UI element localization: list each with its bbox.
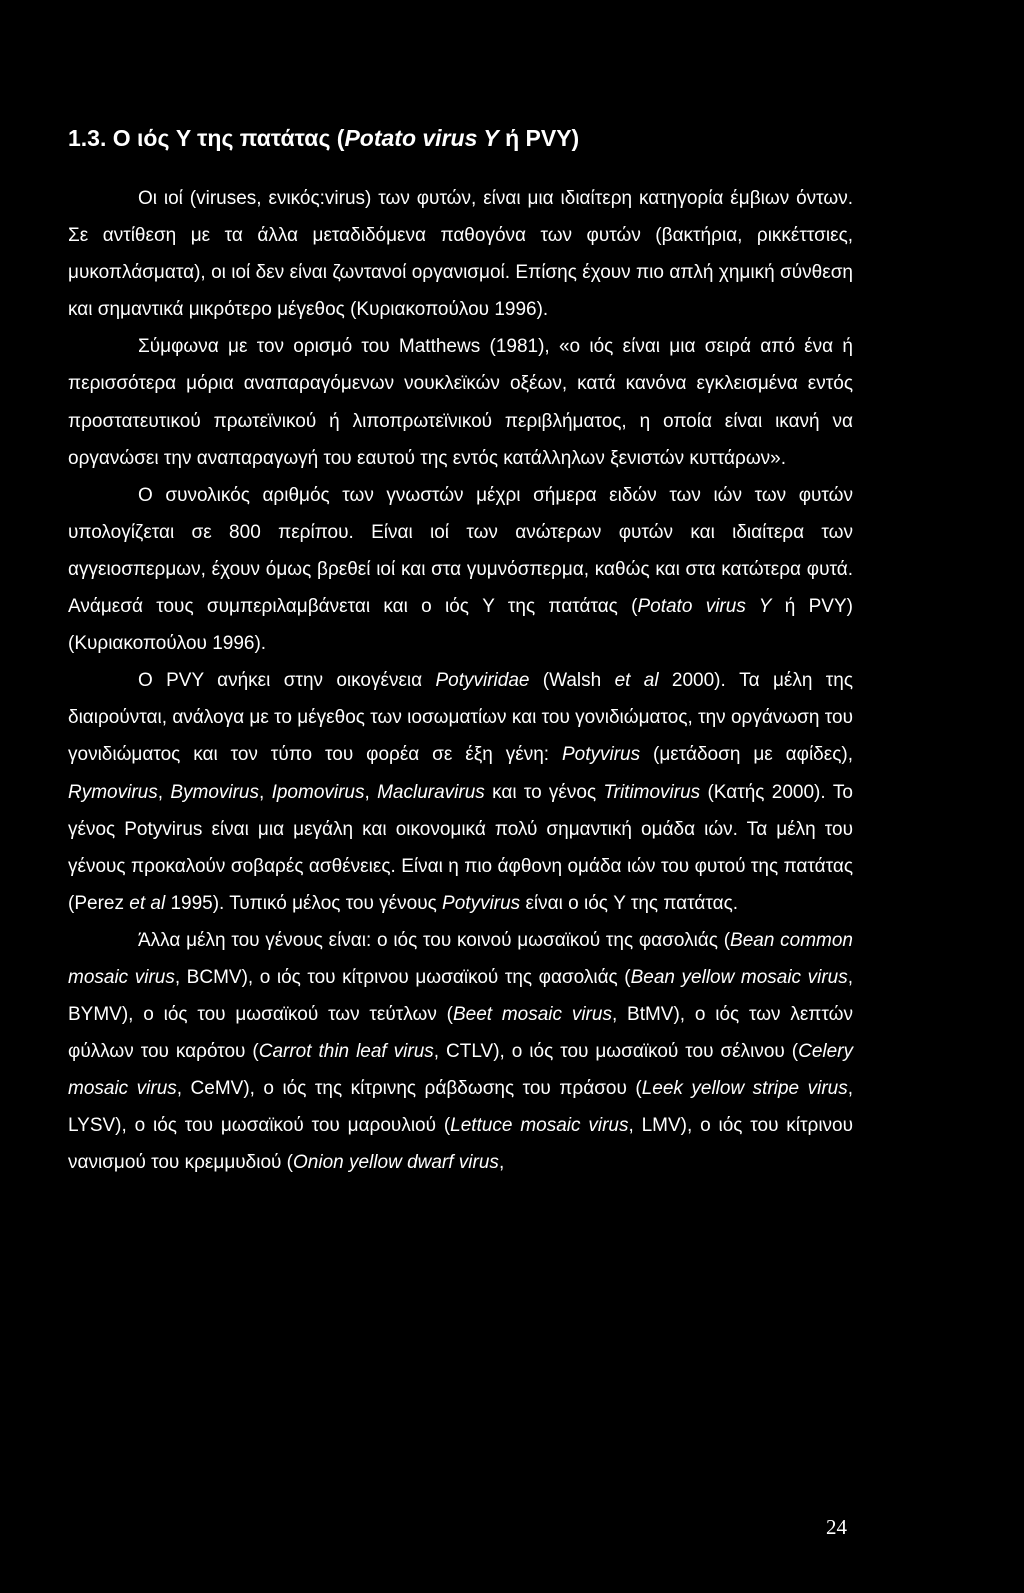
paragraph-intro bbox=[68, 180, 853, 328]
text-run: , CeMV), ο ιός της κίτρινης ράβδωσης του πράσου ( bbox=[176, 1078, 642, 1100]
page-number: 24 bbox=[826, 1515, 847, 1539]
heading-italic-text: Potato virus Y bbox=[344, 125, 499, 151]
text-run: , BCMV), ο ιός του κίτρινου μωσαϊκού της φασολιάς ( bbox=[174, 966, 631, 988]
paragraph-count bbox=[68, 477, 853, 662]
text-run: , BtMV), ο ιός των λεπτών φύλλων του καρότου ( bbox=[68, 1004, 853, 1063]
text-run: Ο συνολικός αριθμός των γνωστών μέχρι σήμερα ειδών των ιών των φυτών υπολογίζεται σε 800 περίπου. Είναι ιοί των ανώτερων φυτών και ιδιαίτερα των αγγειοσπερμων, έχουν όμως βρεθεί ιοί και στα γυμνόσπερμα, καθώς και στα κατώτερα φυτά. Ανάμεσά τους συμπεριλαμβάνεται και ο ιός Y της πατάτας ( bbox=[68, 484, 853, 618]
text-run: Ο PVY ανήκει στην οικογένεια bbox=[138, 670, 436, 692]
text-run: (μετάδοση με αφίδες), bbox=[640, 744, 853, 766]
italic-run: Bean yellow mosaic virus bbox=[630, 966, 848, 988]
paragraph-family bbox=[68, 662, 853, 922]
italic-run: et al bbox=[129, 892, 166, 914]
heading-text-end: ή PVY) bbox=[498, 125, 580, 151]
document-page bbox=[68, 118, 853, 1182]
italic-run: Onion yellow dwarf virus bbox=[293, 1152, 499, 1174]
italic-run: Macluravirus bbox=[377, 781, 485, 803]
text-run: , bbox=[364, 781, 378, 803]
italic-run: Potato virus Y bbox=[637, 596, 772, 618]
text-run: (Κατής 2000). Το γένος Potyvirus είναι μια μεγάλη και οικονομικά πολύ σημαντική ομάδα ιών. Τα μέλη του γένους προκαλούν σοβαρές ασθένειες. Είναι η πιο άφθονη ομάδα ιών του φυτού της πατάτας (Perez bbox=[68, 781, 854, 914]
text-run: 2000). Τα μέλη της διαιρούνται, ανάλογα με το μέγεθος των ιοσωματίων και του γονιδιώματος, την οργάνωση του γονιδιώματος και τον τύπο του φορέα σε έξη γένη: bbox=[68, 670, 853, 766]
text-run: Σύμφωνα με τον ορισμό του Matthews (1981), «ο ιός είναι μια σειρά από ένα ή περισσότερα μόρια αναπαραγόμενων νουκλεϊκών οξέων, κατά κανόνα εγκλεισμένα εντός προστατευτικού πρωτεϊνικού ή λιποπρωτεϊνικού περιβλήματος, η οποία είναι ικανή να οργανώσει την αναπαραγωγή του εαυτού της εντός κατάλληλων ξενιστών κυττάρων». bbox=[68, 336, 853, 469]
text-run: 1995). Τυπικό μέλος του γένους bbox=[165, 892, 443, 914]
italic-run: Potyvirus bbox=[561, 744, 641, 766]
text-run: , LMV), ο ιός του κίτρινου νανισμού του κρεμμυδιού ( bbox=[68, 1115, 854, 1174]
italic-run: Carrot thin leaf virus bbox=[258, 1041, 434, 1063]
italic-run: Bymovirus bbox=[170, 781, 259, 803]
heading-text: 1.3. Ο ιός Y της πατάτας ( bbox=[68, 125, 345, 151]
text-run: , bbox=[157, 781, 171, 803]
italic-run: Bean common mosaic virus bbox=[68, 929, 853, 988]
text-run: και το γένος bbox=[484, 781, 604, 803]
text-run: Οι ιοί (viruses, ενικός:virus) των φυτών, είναι μια ιδιαίτερη κατηγορία έμβιων όντων. Σε αντίθεση με τα άλλα μεταδιδόμενα παθογόνα των φυτών (βακτήρια, ρικκέττσιες, μυκοπλάσματα), οι ιοί δεν είναι ζωντανοί οργανισμοί. Επίσης έχουν πιο απλή χημική σύνθεση και σημαντικά μικρότερο μέγεθος (Κυριακοπούλου 1996). bbox=[68, 188, 853, 321]
italic-run: Lettuce mosaic virus bbox=[450, 1115, 629, 1137]
text-run: Άλλα μέλη του γένους είναι: ο ιός του κοινού μωσαϊκού της φασολιάς ( bbox=[138, 929, 731, 951]
italic-run: Tritimovirus bbox=[603, 781, 701, 803]
text-run: , LYSV), ο ιός του μωσαϊκού του μαρουλιού ( bbox=[68, 1078, 854, 1137]
italic-run: Potyvirus bbox=[442, 892, 521, 914]
section-heading bbox=[68, 118, 853, 158]
text-run: , CTLV), ο ιός του μωσαϊκού του σέλινου ( bbox=[433, 1041, 799, 1063]
text-run: , bbox=[498, 1152, 505, 1174]
italic-run: Rymovirus bbox=[68, 781, 158, 803]
italic-run: Beet mosaic virus bbox=[452, 1004, 612, 1026]
italic-run: et al bbox=[614, 670, 659, 692]
text-run: , BYMV), ο ιός του μωσαϊκού των τεύτλων ( bbox=[68, 966, 854, 1026]
text-run: , bbox=[259, 781, 272, 803]
italic-run: Potyviridae bbox=[435, 670, 530, 692]
italic-run: Celery mosaic virus bbox=[68, 1041, 853, 1100]
paragraph-members bbox=[68, 922, 853, 1182]
paragraph-definition bbox=[68, 328, 853, 476]
italic-run: Leek yellow stripe virus bbox=[641, 1078, 848, 1100]
text-run: είναι ο ιός Y της πατάτας. bbox=[520, 892, 739, 914]
text-run: ή PVY) (Κυριακοπούλου 1996). bbox=[68, 596, 853, 655]
italic-run: Ipomovirus bbox=[271, 781, 365, 803]
text-run: (Walsh bbox=[529, 670, 615, 692]
